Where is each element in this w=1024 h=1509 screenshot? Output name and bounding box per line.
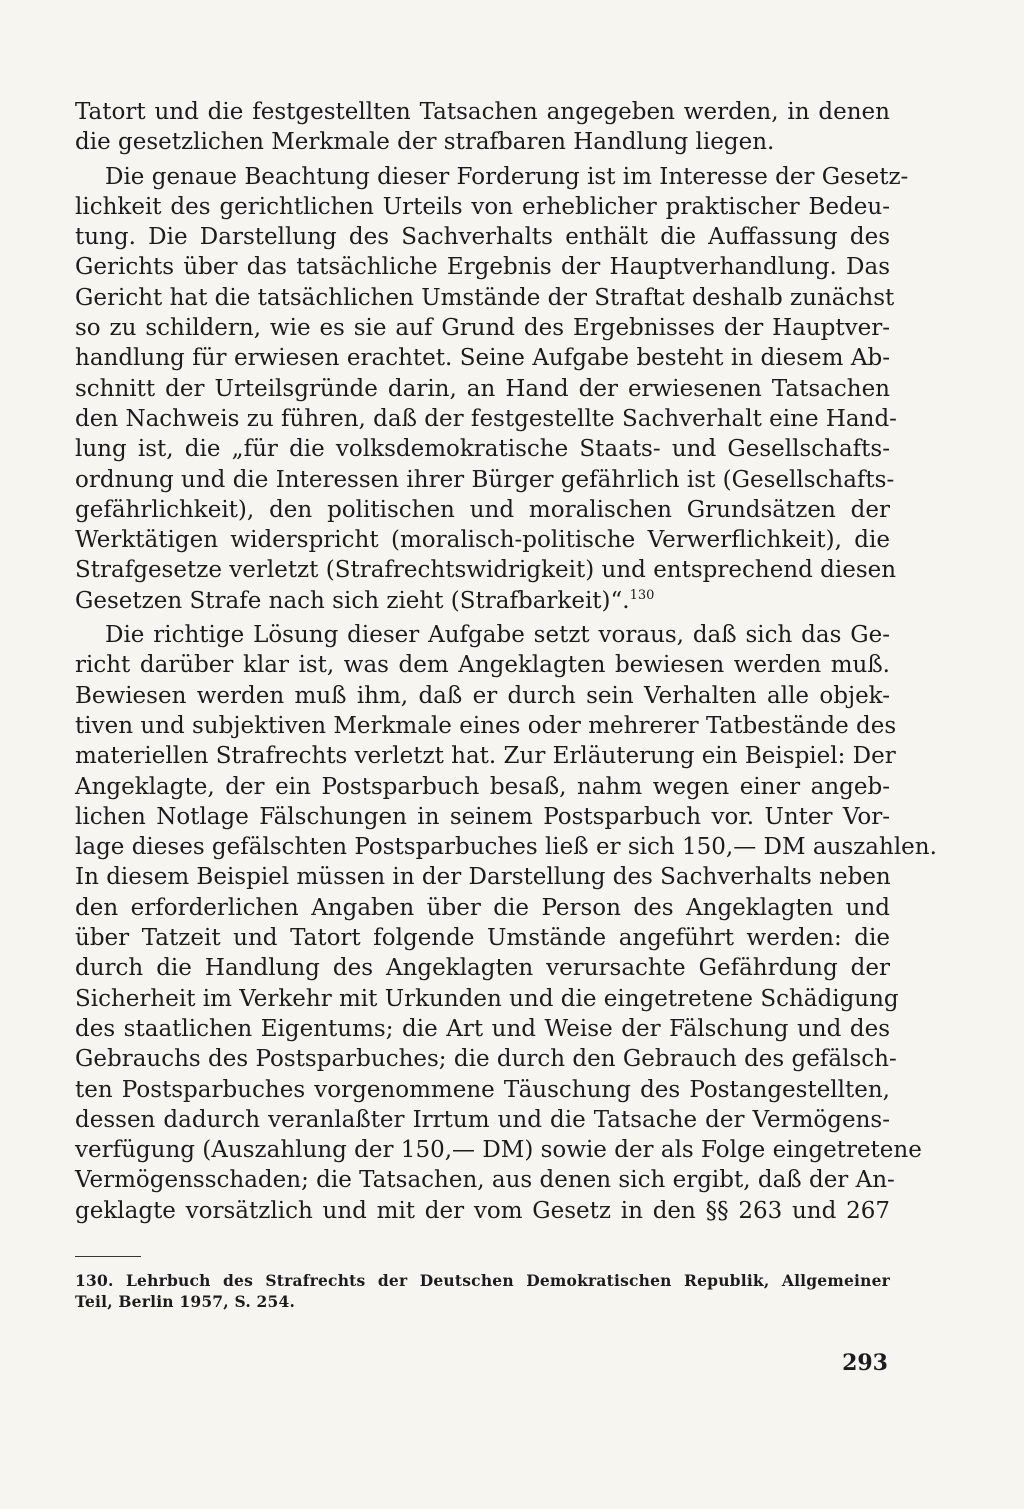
text-line: materiellen Strafrechts verletzt hat. Zur Erläuterung ein Beispiel: Der [75,743,896,770]
body-text [75,97,937,1226]
text-line: ten Postsparbuches vorgenommene Täuschung des Postangestellten, [75,1076,890,1103]
text-line: Die richtige Lösung dieser Aufgabe setzt voraus, daß sich das Ge- [105,622,890,649]
text-line: lichkeit des gerichtlichen Urteils von erheblicher praktischer Bedeu- [75,193,890,220]
text-line: die gesetzlichen Merkmale der strafbaren Handlung liegen. [75,129,775,156]
text-line: Gebrauchs des Postsparbuches; die durch den Gebrauch des gefälsch- [75,1046,897,1073]
text-line: handlung für erwiesen erachtet. Seine Aufgabe besteht in diesem Ab- [75,345,890,372]
text-line: Gesetzen Strafe nach sich zieht (Strafbarkeit)“. [75,587,630,614]
text-line: gefährlichkeit), den politischen und moralischen Grundsätzen der [75,496,890,523]
text-line: Gerichts über das tatsächliche Ergebnis der Hauptverhandlung. Das [75,254,890,281]
text-line: lichen Notlage Fälschungen in seinem Postsparbuch vor. Unter Vor- [75,803,890,830]
text-line: Werktätigen widerspricht (moralisch-politische Verwerflichkeit), die [75,527,890,554]
footnote [75,1270,890,1312]
text-line: Die genaue Beachtung dieser Forderung ist im Interesse der Gesetz- [105,163,909,190]
text-line: Angeklagte, der ein Postsparbuch besaß, nahm wegen einer angeb- [75,773,890,800]
footnote-line: Teil, Berlin 1957, S. 254. [75,1292,296,1311]
text-line-with-footnote-ref [75,586,890,616]
text-line: Tatort und die festgestellten Tatsachen angegeben werden, in denen [75,99,890,125]
text-line: tung. Die Darstellung des Sachverhalts enthält die Auffassung des [75,224,890,251]
text-line: über Tatzeit und Tatort folgende Umstände angeführt werden: die [75,925,890,952]
text-line: lung ist, die „für die volksdemokratische Staats- und Gesellschafts- [75,436,890,463]
text-line: In diesem Beispiel müssen in der Darstellung des Sachverhalts neben [75,864,891,891]
text-line: geklagte vorsätzlich und mit der vom Gesetz in den §§ 263 und 267 [75,1197,890,1224]
text-line: verfügung (Auszahlung der 150,— DM) sowie der als Folge eingetretene [75,1137,922,1164]
text-line: tiven und subjektiven Merkmale eines oder mehrerer Tatbestände des [75,712,897,739]
text-line: Bewiesen werden muß ihm, daß er durch sein Verhalten alle objek- [75,682,890,709]
text-line: ordnung und die Interessen ihrer Bürger gefährlich ist (Gesellschafts- [75,466,895,493]
text-line: Sicherheit im Verkehr mit Urkunden und die eingetretene Schädigung [75,985,899,1012]
text-line: den Nachweis zu führen, daß der festgestellte Sachverhalt eine Hand- [75,405,897,432]
text-line: lage dieses gefälschten Postsparbuches ließ er sich 150,— DM auszahlen. [75,834,937,861]
text-line: durch die Handlung des Angeklagten verursachte Gefährdung der [75,955,890,982]
text-line: schnitt der Urteilsgründe darin, an Hand der erwiesenen Tatsachen [75,375,890,402]
footnote-reference: 130 [629,587,655,603]
text-line: des staatlichen Eigentums; die Art und Weise der Fälschung und des [75,1015,890,1042]
page-number: 293 [842,1350,888,1376]
text-line: den erforderlichen Angaben über die Person des Angeklagten und [75,894,890,921]
text-line: dessen dadurch veranlaßter Irrtum und die Tatsache der Vermögens- [75,1106,890,1133]
text-line: Strafgesetze verletzt (Strafrechtswidrigkeit) und entsprechend diesen [75,557,897,584]
text-line: richt darüber klar ist, was dem Angeklagten bewiesen werden muß. [75,652,890,679]
text-line: Gericht hat die tatsächlichen Umstände der Straftat deshalb zunächst [75,284,895,311]
text-line: Vermögensschaden; die Tatsachen, aus denen sich ergibt, daß der An- [75,1167,895,1194]
text-line: so zu schildern, wie es sie auf Grund des Ergebnisses der Hauptver- [75,315,890,342]
footnote-divider [75,1256,141,1257]
footnote-line: 130. Lehrbuch des Strafrechts der Deutschen Demokratischen Republik, Allgemeiner [75,1271,890,1290]
